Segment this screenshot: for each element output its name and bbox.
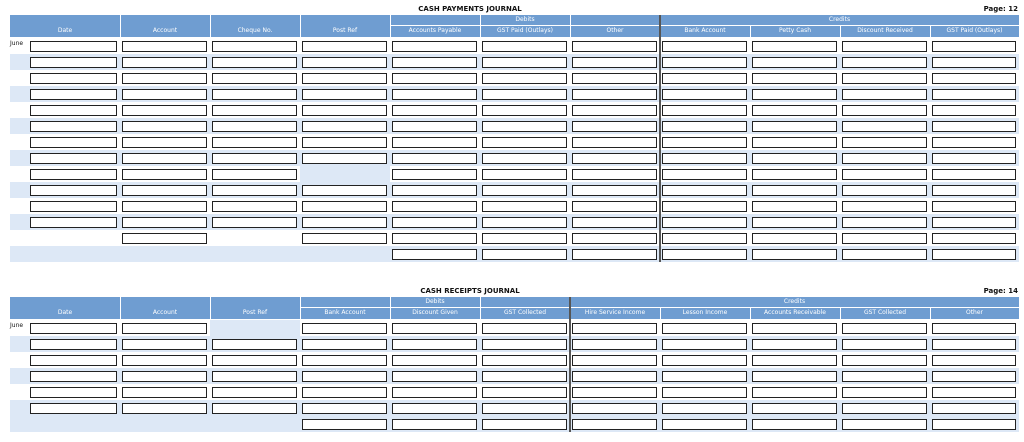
receipts-col-header: Date	[57, 309, 73, 316]
payments-entry-field[interactable]	[212, 57, 297, 68]
payments-entry-field[interactable]	[932, 57, 1016, 68]
payments-entry-field[interactable]	[842, 89, 927, 100]
receipts-entry-field[interactable]	[302, 403, 387, 414]
receipts-col-header: Bank Account	[324, 309, 366, 316]
receipts-entry-field[interactable]	[212, 403, 297, 414]
payments-entry-field[interactable]	[752, 185, 837, 196]
payments-entry-field[interactable]	[842, 233, 927, 244]
payments-entry-field[interactable]	[212, 201, 297, 212]
payments-page-number: Page: 12	[983, 5, 1018, 13]
receipts-entry-field[interactable]	[482, 339, 567, 350]
payments-entry-field[interactable]	[752, 233, 837, 244]
payments-entry-field[interactable]	[752, 249, 837, 260]
payments-entry-field[interactable]	[752, 153, 837, 164]
payments-entry-field[interactable]	[212, 121, 297, 132]
receipts-entry-field[interactable]	[572, 387, 657, 398]
payments-entry-field[interactable]	[212, 41, 297, 52]
receipts-entry-field[interactable]	[392, 371, 477, 382]
receipts-entry-field[interactable]	[482, 403, 567, 414]
payments-entry-field[interactable]	[842, 153, 927, 164]
payments-entry-field[interactable]	[392, 137, 477, 148]
receipts-entry-field[interactable]	[662, 339, 747, 350]
payments-col-header: Discount Received	[857, 27, 913, 34]
payments-col-header: GST Paid (Outlays)	[496, 27, 554, 34]
receipts-entry-field[interactable]	[572, 339, 657, 350]
payments-entry-field[interactable]	[932, 89, 1016, 100]
payments-entry-field[interactable]	[842, 73, 927, 84]
receipts-entry-field[interactable]	[842, 387, 927, 398]
payments-entry-field[interactable]	[932, 201, 1016, 212]
payments-entry-field[interactable]	[752, 41, 837, 52]
payments-entry-field[interactable]	[752, 201, 837, 212]
payments-entry-field[interactable]	[482, 169, 567, 180]
payments-table-row	[10, 118, 1019, 134]
payments-table-row	[10, 54, 1019, 70]
payments-entry-field[interactable]	[30, 185, 117, 196]
payments-col-header: GST Paid (Outlays)	[946, 27, 1003, 34]
receipts-credits-group: Credits	[783, 298, 806, 305]
payments-entry-field[interactable]	[302, 57, 387, 68]
receipts-entry-field[interactable]	[842, 339, 927, 350]
payments-col-header: Cheque No.	[237, 27, 273, 34]
receipts-table-row	[10, 320, 1019, 336]
payments-entry-field[interactable]	[662, 249, 747, 260]
receipts-entry-field[interactable]	[212, 339, 297, 350]
payments-col-header: Other	[606, 27, 624, 34]
payments-entry-field[interactable]	[932, 169, 1016, 180]
receipts-title: CASH RECEIPTS JOURNAL	[420, 287, 520, 295]
payments-table-row	[10, 246, 1019, 262]
payments-table-row	[10, 214, 1019, 230]
payments-entry-field[interactable]	[932, 249, 1016, 260]
payments-entry-field[interactable]	[212, 137, 297, 148]
payments-entry-field[interactable]	[662, 121, 747, 132]
receipts-entry-field[interactable]	[932, 419, 1016, 430]
receipts-header	[10, 297, 1019, 319]
receipts-entry-field[interactable]	[302, 371, 387, 382]
payments-entry-field[interactable]	[842, 105, 927, 116]
receipts-entry-field[interactable]	[482, 419, 567, 430]
receipts-entry-field[interactable]	[212, 387, 297, 398]
payments-entry-field[interactable]	[122, 201, 207, 212]
payments-entry-field[interactable]	[932, 217, 1016, 228]
payments-entry-field[interactable]	[30, 201, 117, 212]
payments-section-divider	[659, 15, 661, 262]
receipts-month-label: June	[10, 322, 24, 329]
receipts-entry-field[interactable]	[662, 419, 747, 430]
receipts-entry-field[interactable]	[932, 323, 1016, 334]
payments-entry-field[interactable]	[30, 57, 117, 68]
payments-entry-field[interactable]	[842, 57, 927, 68]
payments-entry-field[interactable]	[122, 57, 207, 68]
receipts-entry-field[interactable]	[752, 355, 837, 366]
receipts-entry-field[interactable]	[30, 323, 117, 334]
payments-entry-field[interactable]	[662, 105, 747, 116]
receipts-table-row	[10, 416, 1019, 432]
payments-entry-field[interactable]	[392, 57, 477, 68]
receipts-entry-field[interactable]	[122, 403, 207, 414]
payments-entry-field[interactable]	[392, 233, 477, 244]
receipts-col-header: Post Ref	[242, 309, 268, 316]
receipts-entry-field[interactable]	[392, 355, 477, 366]
payments-table-row	[10, 134, 1019, 150]
receipts-table-row	[10, 336, 1019, 352]
payments-entry-field[interactable]	[392, 249, 477, 260]
payments-entry-field[interactable]	[302, 89, 387, 100]
payments-entry-field[interactable]	[572, 169, 657, 180]
payments-col-header: Post Ref	[332, 27, 358, 34]
receipts-entry-field[interactable]	[662, 387, 747, 398]
payments-entry-field[interactable]	[30, 217, 117, 228]
payments-entry-field[interactable]	[662, 57, 747, 68]
receipts-entry-field[interactable]	[212, 355, 297, 366]
payments-entry-field[interactable]	[30, 89, 117, 100]
payments-entry-field[interactable]	[302, 201, 387, 212]
receipts-col-header: Accounts Receivable	[764, 309, 826, 316]
receipts-section-divider	[569, 297, 571, 432]
payments-entry-field[interactable]	[572, 153, 657, 164]
payments-entry-field[interactable]	[572, 233, 657, 244]
payments-entry-field[interactable]	[392, 121, 477, 132]
payments-entry-field[interactable]	[572, 57, 657, 68]
receipts-entry-field[interactable]	[482, 371, 567, 382]
payments-entry-field[interactable]	[302, 121, 387, 132]
receipts-col-header: GST Collected	[863, 309, 907, 316]
payments-entry-field[interactable]	[932, 105, 1016, 116]
receipts-debits-group: Debits	[425, 298, 445, 305]
payments-entry-field[interactable]	[932, 41, 1016, 52]
receipts-entry-field[interactable]	[122, 387, 207, 398]
receipts-entry-field[interactable]	[842, 419, 927, 430]
payments-table-row	[10, 70, 1019, 86]
receipts-entry-field[interactable]	[932, 403, 1016, 414]
receipts-entry-field[interactable]	[122, 323, 207, 334]
receipts-entry-field[interactable]	[392, 403, 477, 414]
payments-entry-field[interactable]	[662, 201, 747, 212]
receipts-entry-field[interactable]	[302, 323, 387, 334]
payments-col-header: Accounts Payable	[408, 27, 462, 34]
payments-entry-field[interactable]	[30, 105, 117, 116]
payments-entry-field[interactable]	[482, 201, 567, 212]
receipts-entry-field[interactable]	[752, 323, 837, 334]
payments-entry-field[interactable]	[572, 249, 657, 260]
payments-entry-field[interactable]	[302, 153, 387, 164]
payments-entry-field[interactable]	[932, 153, 1016, 164]
receipts-entry-field[interactable]	[30, 403, 117, 414]
payments-entry-field[interactable]	[30, 41, 117, 52]
payments-entry-field[interactable]	[212, 105, 297, 116]
receipts-entry-field[interactable]	[482, 323, 567, 334]
payments-entry-field[interactable]	[932, 185, 1016, 196]
receipts-entry-field[interactable]	[752, 387, 837, 398]
payments-entry-field[interactable]	[302, 105, 387, 116]
payments-entry-field[interactable]	[30, 121, 117, 132]
payments-entry-field[interactable]	[392, 169, 477, 180]
payments-entry-field[interactable]	[122, 233, 207, 244]
payments-entry-field[interactable]	[482, 137, 567, 148]
receipts-entry-field[interactable]	[392, 387, 477, 398]
payments-entry-field[interactable]	[212, 185, 297, 196]
payments-entry-field[interactable]	[392, 41, 477, 52]
receipts-col-header: Account	[152, 309, 178, 316]
payments-entry-field[interactable]	[572, 105, 657, 116]
receipts-entry-field[interactable]	[392, 323, 477, 334]
payments-entry-field[interactable]	[302, 185, 387, 196]
payments-entry-field[interactable]	[122, 137, 207, 148]
payments-entry-field[interactable]	[30, 137, 117, 148]
payments-entry-field[interactable]	[122, 217, 207, 228]
payments-title: CASH PAYMENTS JOURNAL	[418, 5, 522, 13]
payments-entry-field[interactable]	[842, 121, 927, 132]
payments-entry-field[interactable]	[662, 233, 747, 244]
receipts-entry-field[interactable]	[932, 339, 1016, 350]
payments-entry-field[interactable]	[572, 217, 657, 228]
payments-entry-field[interactable]	[30, 73, 117, 84]
receipts-entry-field[interactable]	[752, 403, 837, 414]
payments-header	[10, 15, 1019, 37]
payments-entry-field[interactable]	[752, 121, 837, 132]
receipts-page-number: Page: 14	[983, 287, 1018, 295]
payments-table-row	[10, 182, 1019, 198]
payments-entry-field[interactable]	[752, 89, 837, 100]
receipts-entry-field[interactable]	[932, 387, 1016, 398]
payments-entry-field[interactable]	[752, 169, 837, 180]
payments-entry-field[interactable]	[482, 57, 567, 68]
receipts-entry-field[interactable]	[662, 323, 747, 334]
payments-entry-field[interactable]	[392, 185, 477, 196]
payments-entry-field[interactable]	[662, 153, 747, 164]
payments-entry-field[interactable]	[842, 185, 927, 196]
payments-entry-field[interactable]	[932, 73, 1016, 84]
receipts-entry-field[interactable]	[30, 387, 117, 398]
payments-entry-field[interactable]	[392, 217, 477, 228]
payments-entry-field[interactable]	[212, 217, 297, 228]
payments-entry-field[interactable]	[932, 121, 1016, 132]
receipts-table-row	[10, 400, 1019, 416]
payments-entry-field[interactable]	[752, 137, 837, 148]
payments-month-label: June	[10, 40, 24, 47]
payments-entry-field[interactable]	[122, 73, 207, 84]
payments-entry-field[interactable]	[572, 201, 657, 212]
payments-entry-field[interactable]	[482, 185, 567, 196]
receipts-entry-field[interactable]	[302, 355, 387, 366]
payments-entry-field[interactable]	[572, 73, 657, 84]
receipts-col-header: Lesson Income	[682, 309, 728, 316]
payments-entry-field[interactable]	[752, 57, 837, 68]
receipts-entry-field[interactable]	[662, 403, 747, 414]
receipts-entry-field[interactable]	[302, 419, 387, 430]
payments-entry-field[interactable]	[30, 153, 117, 164]
payments-entry-field[interactable]	[662, 73, 747, 84]
payments-entry-field[interactable]	[842, 201, 927, 212]
payments-entry-field[interactable]	[842, 217, 927, 228]
receipts-entry-field[interactable]	[392, 419, 477, 430]
payments-entry-field[interactable]	[302, 41, 387, 52]
payments-entry-field[interactable]	[572, 137, 657, 148]
payments-entry-field[interactable]	[752, 217, 837, 228]
payments-entry-field[interactable]	[392, 73, 477, 84]
receipts-entry-field[interactable]	[752, 371, 837, 382]
payments-entry-field[interactable]	[482, 233, 567, 244]
payments-col-header: Petty Cash	[778, 27, 812, 34]
payments-entry-field[interactable]	[302, 217, 387, 228]
receipts-entry-field[interactable]	[752, 419, 837, 430]
payments-entry-field[interactable]	[752, 73, 837, 84]
receipts-entry-field[interactable]	[572, 355, 657, 366]
receipts-entry-field[interactable]	[482, 355, 567, 366]
payments-entry-field[interactable]	[842, 137, 927, 148]
payments-credits-group: Credits	[828, 16, 851, 23]
receipts-entry-field[interactable]	[30, 355, 117, 366]
payments-entry-field[interactable]	[482, 249, 567, 260]
receipts-entry-field[interactable]	[122, 339, 207, 350]
payments-entry-field[interactable]	[392, 201, 477, 212]
payments-entry-field[interactable]	[30, 169, 117, 180]
payments-entry-field[interactable]	[572, 89, 657, 100]
payments-entry-field[interactable]	[122, 185, 207, 196]
payments-col-header: Account	[152, 27, 178, 34]
payments-entry-field[interactable]	[122, 153, 207, 164]
payments-debits-group: Debits	[515, 16, 535, 23]
payments-table-row	[10, 86, 1019, 102]
payments-entry-field[interactable]	[392, 153, 477, 164]
receipts-entry-field[interactable]	[572, 371, 657, 382]
payments-entry-field[interactable]	[752, 105, 837, 116]
payments-entry-field[interactable]	[482, 105, 567, 116]
receipts-entry-field[interactable]	[572, 403, 657, 414]
receipts-entry-field[interactable]	[932, 355, 1016, 366]
receipts-col-header: Other	[965, 309, 984, 316]
receipts-col-header: GST Collected	[503, 309, 547, 316]
payments-entry-field[interactable]	[662, 185, 747, 196]
payments-table-row	[10, 230, 1019, 246]
payments-entry-field[interactable]	[482, 153, 567, 164]
payments-entry-field[interactable]	[842, 169, 927, 180]
receipts-table-row	[10, 352, 1019, 368]
payments-table-row	[10, 38, 1019, 54]
payments-entry-field[interactable]	[572, 121, 657, 132]
receipts-table-row	[10, 384, 1019, 400]
payments-entry-field[interactable]	[212, 153, 297, 164]
receipts-entry-field[interactable]	[122, 355, 207, 366]
receipts-entry-field[interactable]	[572, 419, 657, 430]
cash-receipts-journal	[0, 282, 1024, 442]
payments-table-row	[10, 166, 1019, 182]
payments-col-header: Date	[57, 27, 73, 34]
payments-table-row	[10, 198, 1019, 214]
payments-entry-field[interactable]	[662, 89, 747, 100]
receipts-entry-field[interactable]	[842, 355, 927, 366]
receipts-entry-field[interactable]	[752, 339, 837, 350]
payments-entry-field[interactable]	[842, 41, 927, 52]
receipts-entry-field[interactable]	[662, 355, 747, 366]
receipts-entry-field[interactable]	[932, 371, 1016, 382]
payments-entry-field[interactable]	[932, 137, 1016, 148]
payments-entry-field[interactable]	[392, 89, 477, 100]
payments-entry-field[interactable]	[662, 137, 747, 148]
payments-entry-field[interactable]	[482, 89, 567, 100]
payments-entry-field[interactable]	[482, 41, 567, 52]
payments-entry-field[interactable]	[662, 217, 747, 228]
payments-entry-field[interactable]	[482, 73, 567, 84]
receipts-entry-field[interactable]	[30, 371, 117, 382]
payments-entry-field[interactable]	[932, 233, 1016, 244]
receipts-entry-field[interactable]	[482, 387, 567, 398]
payments-entry-field[interactable]	[212, 169, 297, 180]
receipts-col-header: Hire Service Income	[584, 309, 646, 316]
receipts-col-header: Discount Given	[412, 309, 458, 316]
payments-table-row	[10, 150, 1019, 166]
receipts-entry-field[interactable]	[842, 323, 927, 334]
payments-entry-field[interactable]	[122, 105, 207, 116]
payments-entry-field[interactable]	[122, 41, 207, 52]
payments-entry-field[interactable]	[122, 169, 207, 180]
receipts-table-row	[10, 368, 1019, 384]
payments-col-header: Bank Account	[684, 27, 726, 34]
payments-entry-field[interactable]	[122, 89, 207, 100]
payments-entry-field[interactable]	[482, 217, 567, 228]
receipts-entry-field[interactable]	[302, 387, 387, 398]
receipts-entry-field[interactable]	[30, 339, 117, 350]
payments-entry-field[interactable]	[482, 121, 567, 132]
payments-entry-field[interactable]	[662, 169, 747, 180]
payments-entry-field[interactable]	[122, 121, 207, 132]
receipts-entry-field[interactable]	[572, 323, 657, 334]
payments-table-row	[10, 102, 1019, 118]
payments-entry-field[interactable]	[392, 105, 477, 116]
payments-entry-field[interactable]	[302, 137, 387, 148]
receipts-entry-field[interactable]	[122, 371, 207, 382]
receipts-entry-field[interactable]	[392, 339, 477, 350]
payments-entry-field[interactable]	[572, 185, 657, 196]
receipts-entry-field[interactable]	[302, 339, 387, 350]
payments-entry-field[interactable]	[302, 233, 387, 244]
payments-entry-field[interactable]	[212, 73, 297, 84]
payments-entry-field[interactable]	[212, 89, 297, 100]
payments-entry-field[interactable]	[662, 41, 747, 52]
receipts-entry-field[interactable]	[662, 371, 747, 382]
receipts-entry-field[interactable]	[842, 371, 927, 382]
payments-entry-field[interactable]	[572, 41, 657, 52]
receipts-entry-field[interactable]	[842, 403, 927, 414]
payments-entry-field[interactable]	[302, 73, 387, 84]
receipts-entry-field[interactable]	[212, 371, 297, 382]
payments-entry-field[interactable]	[842, 249, 927, 260]
